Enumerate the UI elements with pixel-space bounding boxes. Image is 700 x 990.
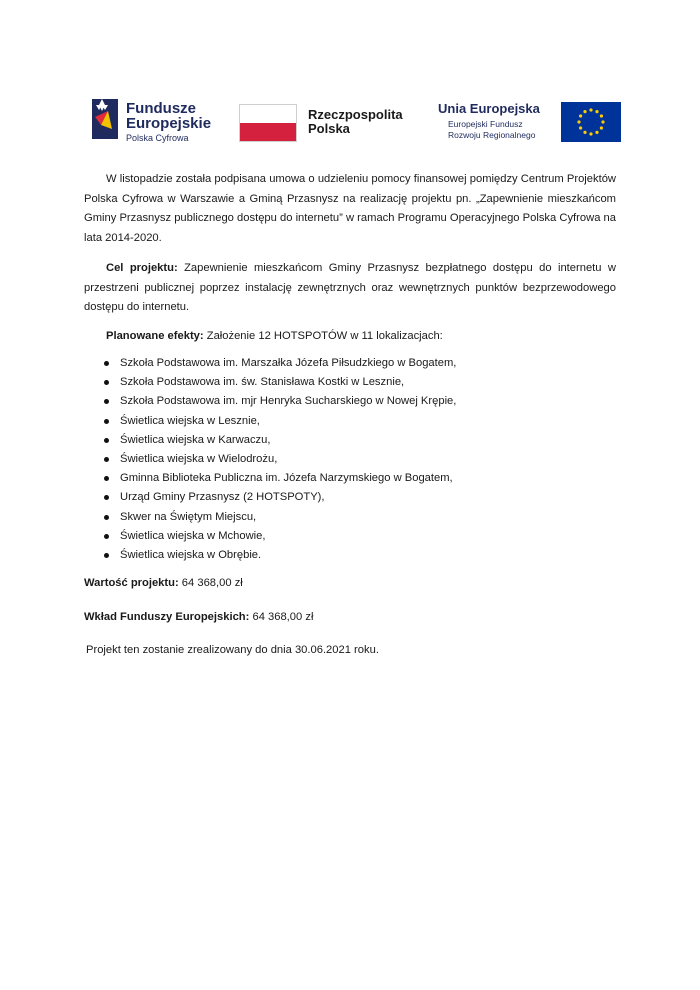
- polish-flag-icon: [239, 104, 297, 142]
- bullet-icon: [104, 495, 109, 500]
- bullet-icon: [104, 438, 109, 443]
- fe-star-mark-icon: [92, 95, 122, 143]
- list-item: Świetlica wiejska w Wielodrożu,: [84, 450, 616, 469]
- list-item: Skwer na Świętym Miejscu,: [84, 508, 616, 527]
- list-item: Gminna Biblioteka Publiczna im. Józefa Narzymskiego w Bogatem,: [84, 469, 616, 488]
- ue-sub2: Rozwoju Regionalnego: [448, 130, 536, 140]
- fe-title-line1: Fundusze: [126, 100, 196, 117]
- bullet-icon: [104, 380, 109, 385]
- locations-list: [84, 354, 616, 565]
- list-item: Szkoła Podstawowa im. św. Stanisława Kostki w Lesznie,: [84, 373, 616, 392]
- bullet-icon: [104, 361, 109, 366]
- bullet-icon: [104, 534, 109, 539]
- contribution-text: 64 368,00 zł: [249, 610, 314, 623]
- ue-sub1: Europejski Fundusz: [448, 119, 523, 129]
- goal-paragraph: [84, 259, 616, 318]
- list-item: Świetlica wiejska w Mchowie,: [84, 527, 616, 546]
- contribution-label: Wkład Funduszy Europejskich:: [84, 610, 250, 623]
- eu-contribution: [84, 608, 616, 628]
- document-body: [84, 170, 616, 661]
- project-value: [84, 574, 616, 594]
- bullet-icon: [104, 419, 109, 424]
- list-item: Szkoła Podstawowa im. Marszałka Józefa Piłsudzkiego w Bogatem,: [84, 354, 616, 373]
- rp-line2: Polska: [308, 121, 350, 136]
- effects-label: Planowane efekty:: [106, 329, 204, 342]
- intro-paragraph: W listopadzie została podpisana umowa o udzieleniu pomocy finansowej pomiędzy Centrum Projektów Polska Cyfrowa w Warszawie a Gminą Przasnysz na realizację projektu pn. „Zapewnienie mieszkańcom Gminy Przasnysz publicznego dostępu do internetu” w ramach Programu Operacyjnego Polska Cyfrowa na lata 2014-2020.: [84, 173, 616, 244]
- list-item: Urząd Gminy Przasnysz (2 HOTSPOTY),: [84, 488, 616, 507]
- goal-text: Zapewnienie mieszkańcom Gminy Przasnysz bezpłatnego dostępu do internetu w przestrzeni publicznej poprzez instalację zewnętrznych oraz wewnętrznych punktów bezprzewodowego dostępu do internetu.: [84, 262, 616, 313]
- goal-label: Cel projektu:: [106, 262, 178, 274]
- bullet-icon: [104, 515, 109, 520]
- bullet-icon: [104, 476, 109, 481]
- effects-text: Założenie 12 HOTSPOTÓW w 11 lokalizacjach:: [203, 329, 443, 342]
- list-item: Szkoła Podstawowa im. mjr Henryka Sucharskiego w Nowej Krępie,: [84, 392, 616, 411]
- logo-strip: [0, 88, 700, 150]
- eu-flag-icon: [561, 102, 621, 142]
- fe-subtitle: Polska Cyfrowa: [126, 133, 189, 143]
- list-item: Świetlica wiejska w Obrębie.: [84, 546, 616, 565]
- closing-line: Projekt ten zostanie zrealizowany do dnia 30.06.2021 roku.: [86, 644, 379, 657]
- rp-line1: Rzeczpospolita: [308, 107, 403, 122]
- fe-title-line2: Europejskie: [126, 115, 212, 132]
- bullet-icon: [104, 457, 109, 462]
- value-text: 64 368,00 zł: [178, 577, 243, 590]
- list-item: Świetlica wiejska w Lesznie,: [84, 412, 616, 431]
- effects-paragraph: [84, 327, 616, 347]
- ue-title: Unia Europejska: [438, 101, 540, 116]
- list-item: Świetlica wiejska w Karwaczu,: [84, 431, 616, 450]
- bullet-icon: [104, 553, 109, 558]
- bullet-icon: [104, 399, 109, 404]
- value-label: Wartość projektu:: [84, 577, 179, 590]
